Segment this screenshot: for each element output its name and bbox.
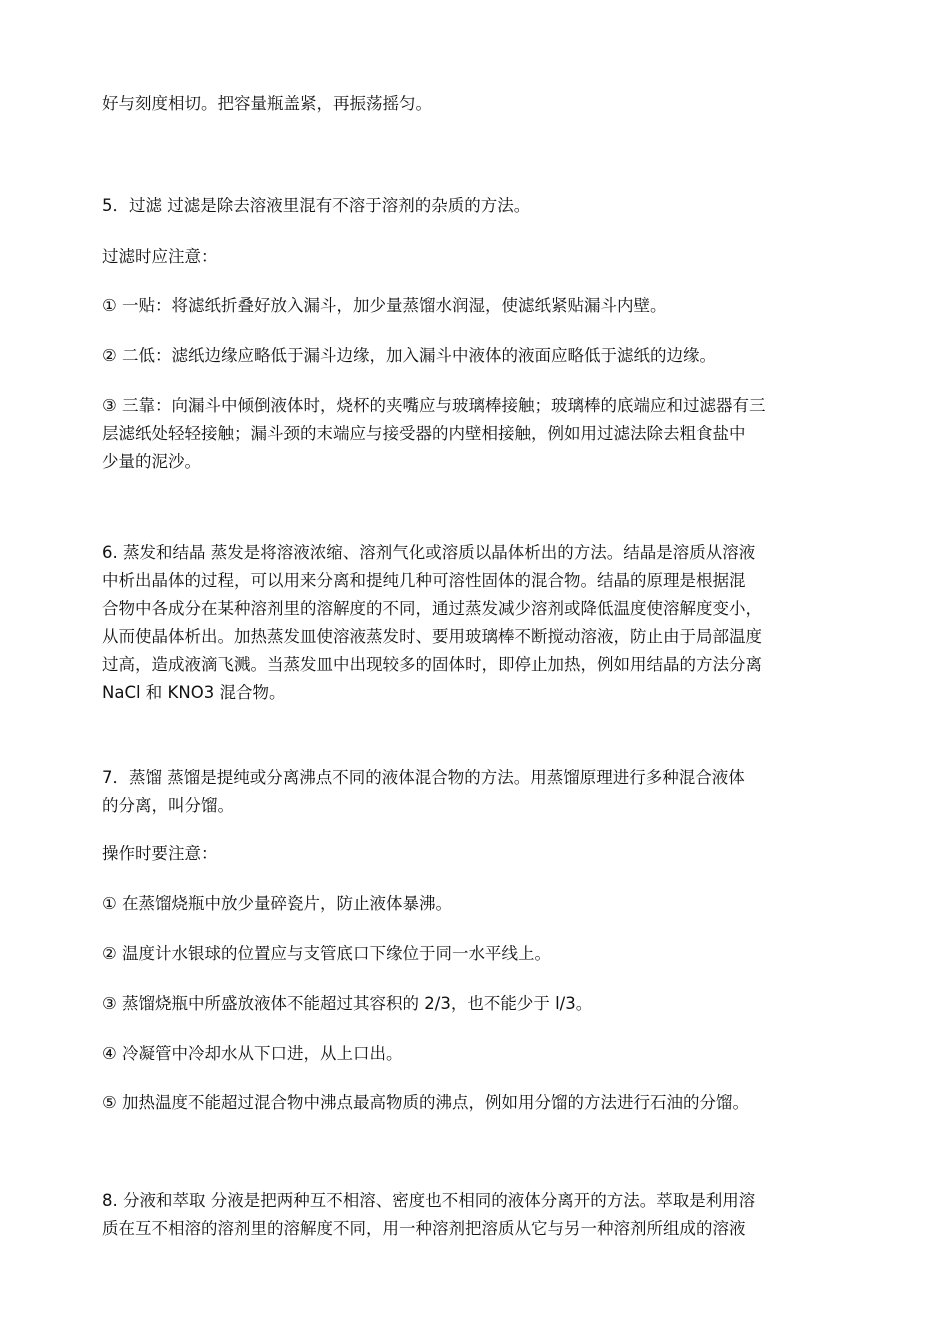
section-7-item-2 (102, 940, 852, 968)
text-line: 质在互不相溶的溶剂里的溶解度不同，用一种溶剂把溶质从它与另一种溶剂所组成的溶液 (102, 1219, 746, 1238)
section-7-item-5 (102, 1089, 852, 1117)
text-line: ⑤ 加热温度不能超过混合物中沸点最高物质的沸点，例如用分馏的方法进行石油的分馏。 (102, 1093, 750, 1112)
section-5-item-3 (102, 392, 852, 476)
text-line: ① 一贴：将滤纸折叠好放入漏斗，加少量蒸馏水润湿，使滤纸紧贴漏斗内壁。 (102, 296, 667, 315)
text-line: 过滤时应注意： (102, 247, 218, 266)
section-5-item-1 (102, 292, 852, 320)
section-8-paragraph (102, 1187, 852, 1243)
section-7-item-4 (102, 1040, 852, 1068)
section-7-heading (102, 764, 852, 820)
section-7-item-1 (102, 890, 852, 918)
text-line: 6. 蒸发和结晶 蒸发是将溶液浓缩、溶剂气化或溶质以晶体析出的方法。结晶是溶质从溶液 (102, 543, 756, 562)
text-line: ④ 冷凝管中冷却水从下口进，从上口出。 (102, 1044, 403, 1063)
section-5-heading (102, 192, 852, 220)
section-7-item-3 (102, 990, 852, 1018)
text-line: 从而使晶体析出。加热蒸发皿使溶液蒸发时、要用玻璃棒不断搅动溶液，防止由于局部温度 (102, 627, 762, 646)
section-5-intro (102, 243, 852, 271)
text-line: ③ 三靠：向漏斗中倾倒液体时，烧杯的夹嘴应与玻璃棒接触；玻璃棒的底端应和过滤器有三 (102, 396, 766, 415)
text-line: 的分离，叫分馏。 (102, 796, 234, 815)
text-line: 操作时要注意： (102, 844, 218, 863)
section-7-intro (102, 840, 852, 868)
text-line: 少量的泥沙。 (102, 452, 201, 471)
text-line: ③ 蒸馏烧瓶中所盛放液体不能超过其容积的 2/3，也不能少于 l/3。 (102, 994, 593, 1013)
text-line: 好与刻度相切。把容量瓶盖紧，再振荡摇匀。 (102, 94, 432, 113)
text-line: 合物中各成分在某种溶剂里的溶解度的不同，通过蒸发减少溶剂或降低温度使溶解度变小， (102, 599, 762, 618)
text-line: 过高，造成液滴飞溅。当蒸发皿中出现较多的固体时，即停止加热，例如用结晶的方法分离 (102, 655, 762, 674)
text-line: ② 温度计水银球的位置应与支管底口下缘位于同一水平线上。 (102, 944, 552, 963)
text-line: ① 在蒸馏烧瓶中放少量碎瓷片，防止液体暴沸。 (102, 894, 453, 913)
continuation-paragraph (102, 90, 852, 118)
text-line: 5．过滤 过滤是除去溶液里混有不溶于溶剂的杂质的方法。 (102, 196, 531, 215)
text-line: 层滤纸处轻轻接触；漏斗颈的末端应与接受器的内壁相接触，例如用过滤法除去粗食盐中 (102, 424, 746, 443)
text-line: 8. 分液和萃取 分液是把两种互不相溶、密度也不相同的液体分离开的方法。萃取是利用溶 (102, 1191, 756, 1210)
text-line: 7．蒸馏 蒸馏是提纯或分离沸点不同的液体混合物的方法。用蒸馏原理进行多种混合液体 (102, 768, 745, 787)
section-5-item-2 (102, 342, 852, 370)
section-6-paragraph (102, 539, 852, 707)
text-line: ② 二低：滤纸边缘应略低于漏斗边缘，加入漏斗中液体的液面应略低于滤纸的边缘。 (102, 346, 717, 365)
text-line: NaCl 和 KNO3 混合物。 (102, 683, 286, 702)
text-line: 中析出晶体的过程，可以用来分离和提纯几种可溶性固体的混合物。结晶的原理是根据混 (102, 571, 746, 590)
